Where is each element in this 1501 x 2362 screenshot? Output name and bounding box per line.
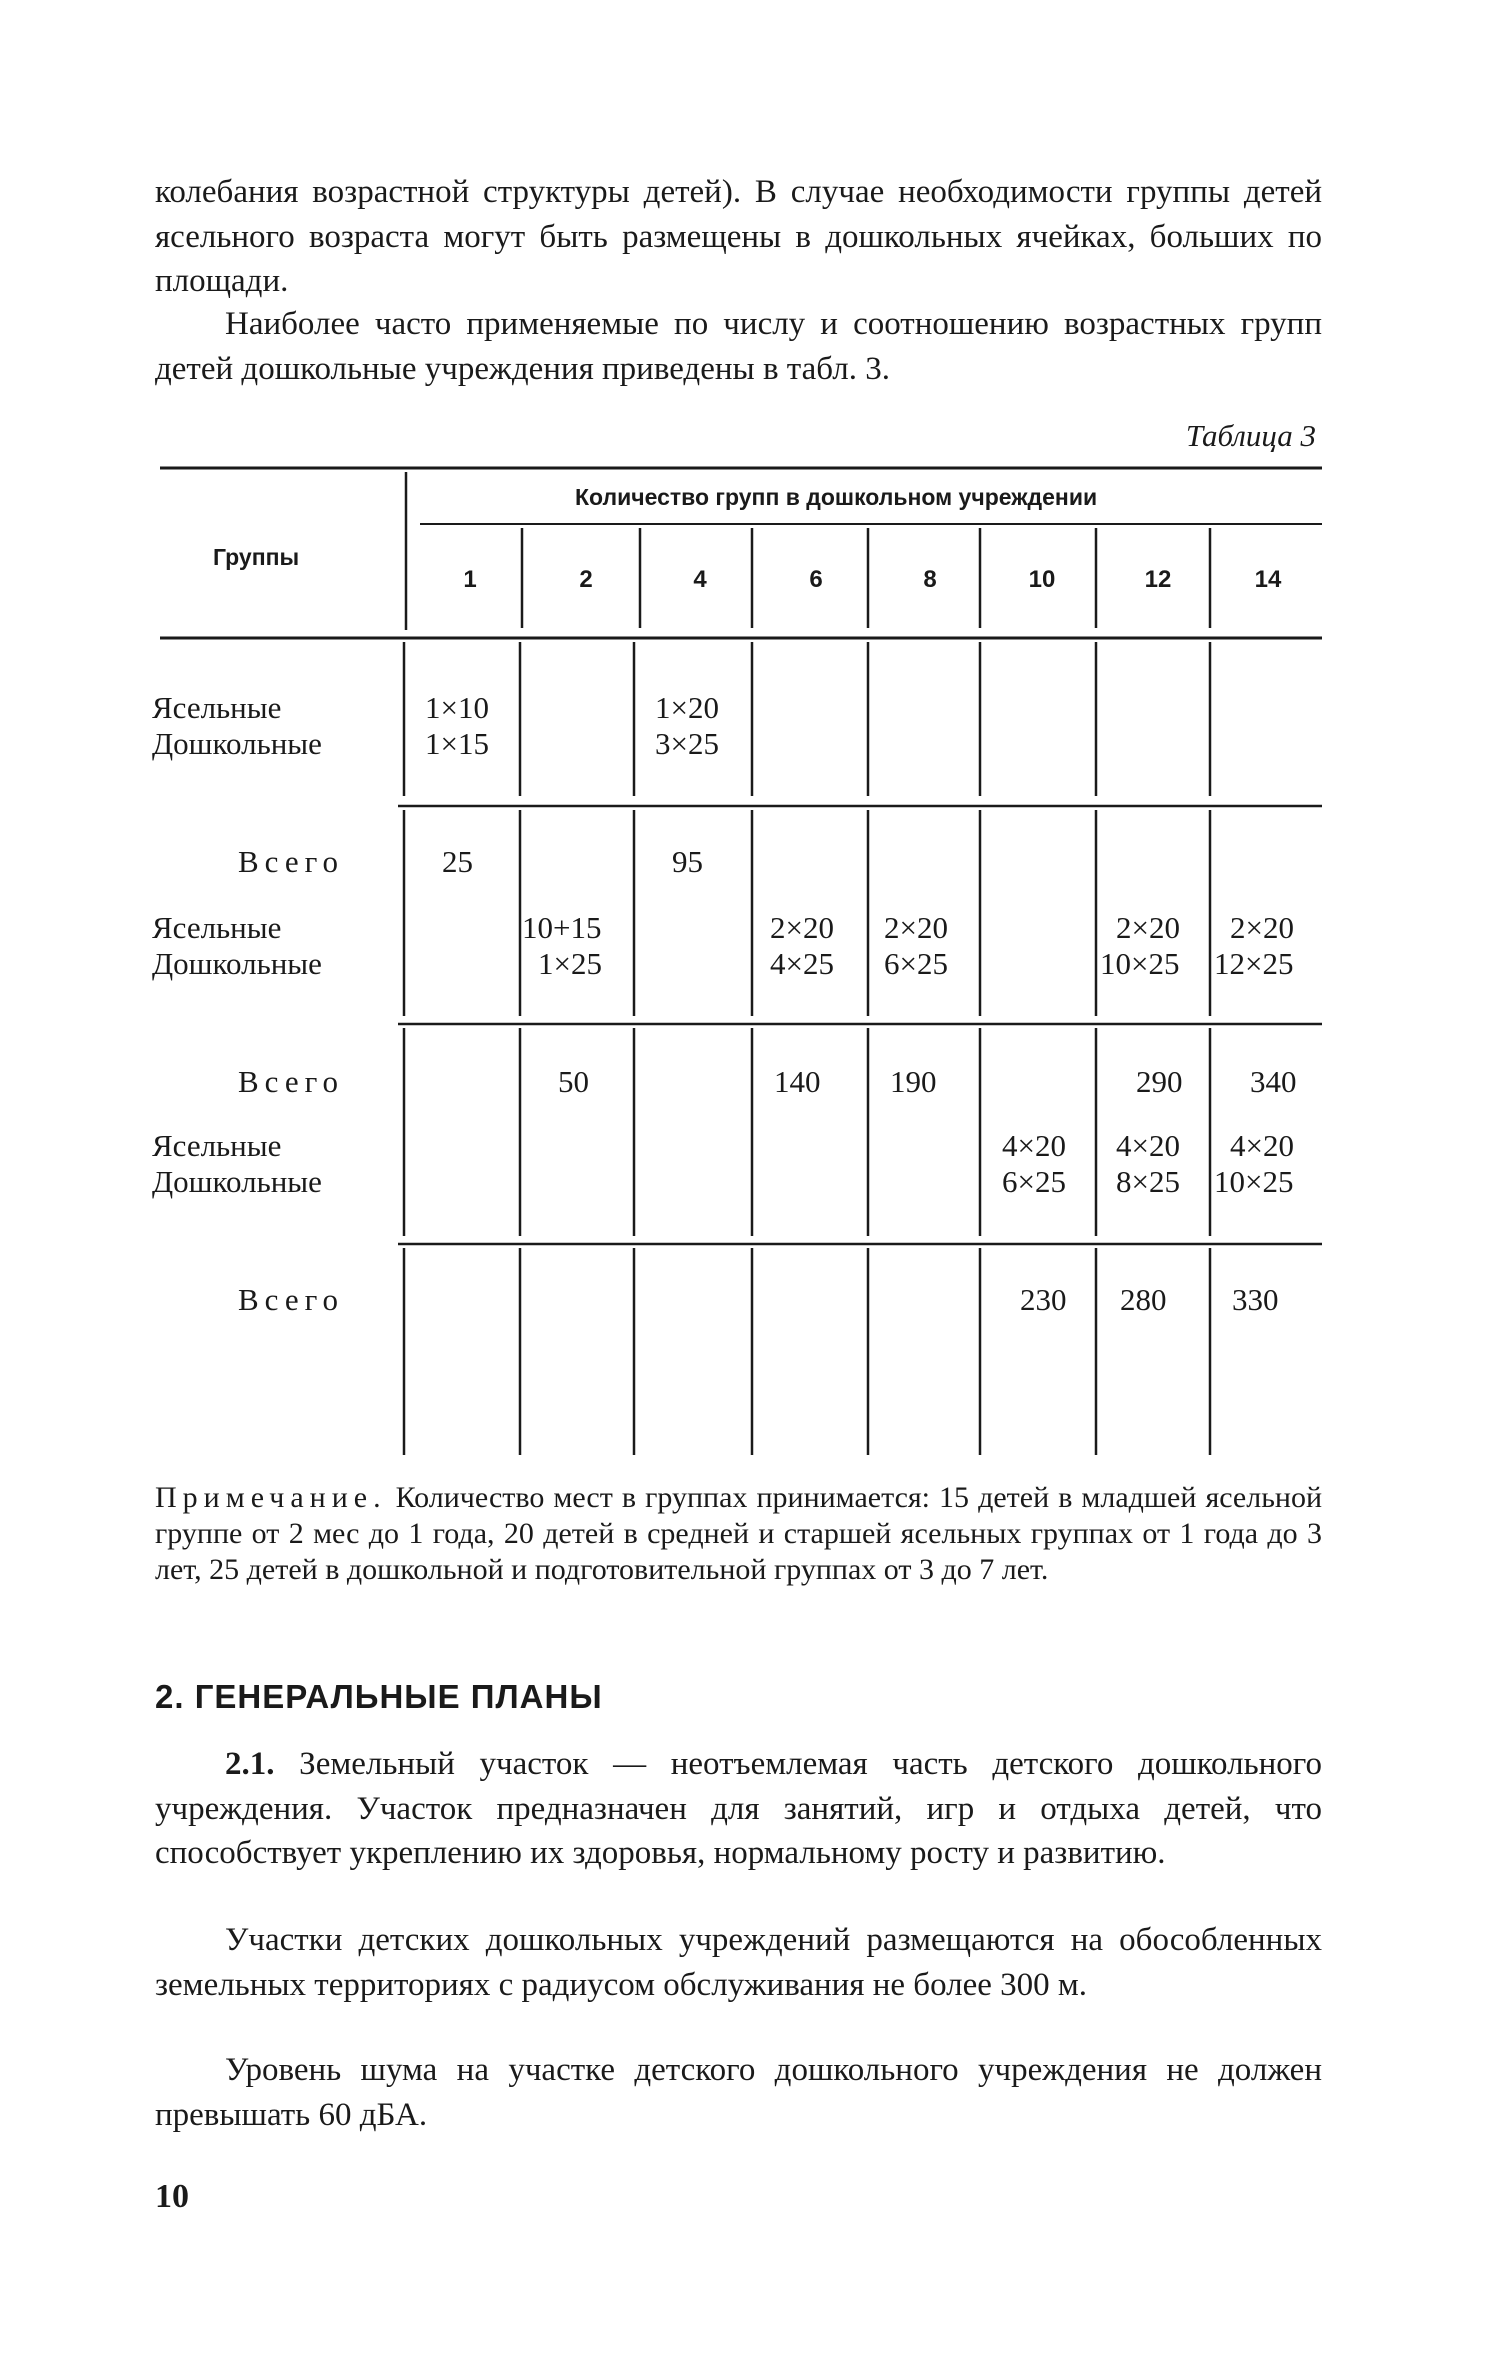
header-groups: Группы xyxy=(213,544,300,570)
table-cell-total: 290 xyxy=(1136,1064,1183,1099)
row-label-nursery: Ясельные xyxy=(152,1128,282,1163)
column-header: 8 xyxy=(923,566,937,593)
note-text: Количество мест в группах принимается: 15 детей в младшей ясельной группе от 2 мес до 1 года, 20 детей в средней и старшей ясельных группах от 1 года до 3 лет, 25 детей в дошкольной и подготовительной группах от 3 до 7 лет. xyxy=(155,1481,1323,1586)
table-cell: 6×25 xyxy=(1002,1164,1066,1199)
table-cell: 1×15 xyxy=(425,726,489,761)
table-cell: 10+15 xyxy=(522,910,602,945)
table-cell: 1×20 xyxy=(655,690,719,725)
row-label-total: Всего xyxy=(238,844,345,879)
table-cell-total: 140 xyxy=(774,1064,821,1099)
table-cell-total: 25 xyxy=(442,844,473,879)
row-label-nursery: Ясельные xyxy=(152,690,282,725)
row-label-preschool: Дошкольные xyxy=(152,726,322,761)
page-number: 10 xyxy=(155,2178,189,2215)
table-cell-total: 95 xyxy=(672,844,703,879)
row-label-total: Всего xyxy=(238,1064,345,1099)
column-header: 12 xyxy=(1144,566,1172,593)
section-heading: 2. ГЕНЕРАЛЬНЫЕ ПЛАНЫ xyxy=(155,1678,603,1715)
column-header: 1 xyxy=(463,566,477,593)
table-cell: 1×25 xyxy=(538,946,602,981)
table-cell: 10×25 xyxy=(1214,1164,1294,1199)
column-header: 14 xyxy=(1254,566,1282,593)
table-cell: 4×20 xyxy=(1002,1128,1066,1163)
table-cell: 4×20 xyxy=(1116,1128,1180,1163)
table-cell: 2×20 xyxy=(884,910,948,945)
table-cell: 6×25 xyxy=(884,946,948,981)
table-caption: Таблица 3 xyxy=(1185,418,1316,453)
row-label-preschool: Дошкольные xyxy=(152,1164,322,1199)
table-cell-total: 230 xyxy=(1020,1282,1067,1317)
paragraph-continuation: колебания возрастной структуры детей). В случае необходимости группы детей ясельного возраста могут быть размещены в дошкольных ячейках, больших по площади. xyxy=(155,174,1322,299)
table-cell-total: 280 xyxy=(1120,1282,1167,1317)
header-count: Количество групп в дошкольном учреждении xyxy=(575,484,1098,510)
table-cell: 2×20 xyxy=(1116,910,1180,945)
table-cell-total: 50 xyxy=(558,1064,589,1099)
table-cell-total: 190 xyxy=(890,1064,937,1099)
row-label-total: Всего xyxy=(238,1282,345,1317)
row-label-preschool: Дошкольные xyxy=(152,946,322,981)
table-cell-total: 330 xyxy=(1232,1282,1279,1317)
table-cell: 3×25 xyxy=(655,726,719,761)
clause-number: 2.1. xyxy=(225,1746,275,1782)
table-cell: 10×25 xyxy=(1100,946,1180,981)
column-header: 10 xyxy=(1028,566,1056,593)
table-cell: 1×10 xyxy=(425,690,489,725)
table-cell: 2×20 xyxy=(1230,910,1294,945)
table-cell: 12×25 xyxy=(1214,946,1294,981)
table-cell: 4×25 xyxy=(770,946,834,981)
table-cell: 8×25 xyxy=(1116,1164,1180,1199)
column-header: 4 xyxy=(693,566,707,593)
table-cell-total: 340 xyxy=(1250,1064,1297,1099)
table-cell: 4×20 xyxy=(1230,1128,1294,1163)
paragraph-table-intro: Наиболее часто применяемые по числу и соотношению возрастных групп детей дошкольные учреждения приведены в табл. 3. xyxy=(155,306,1322,387)
note-lead: Примечание. xyxy=(155,1481,387,1514)
column-header: 2 xyxy=(579,566,593,593)
table-note xyxy=(155,1480,1322,1588)
table-cell: 2×20 xyxy=(770,910,834,945)
paragraph-noise: Уровень шума на участке детского дошкольного учреждения не должен превышать 60 дБА. xyxy=(155,2052,1322,2133)
paragraph-2-1 xyxy=(155,1742,1322,1876)
clause-text: Земельный участок — неотъемлемая часть детского дошкольного учреждения. Участок предназначен для занятий, игр и отдыха детей, что способствует укреплению их здоровья, нормальному росту и развитию. xyxy=(155,1746,1323,1871)
column-header: 6 xyxy=(809,566,823,593)
row-label-nursery: Ясельные xyxy=(152,910,282,945)
paragraph-plots: Участки детских дошкольных учреждений размещаются на обособленных земельных территориях с радиусом обслуживания не более 300 м. xyxy=(155,1922,1322,2003)
